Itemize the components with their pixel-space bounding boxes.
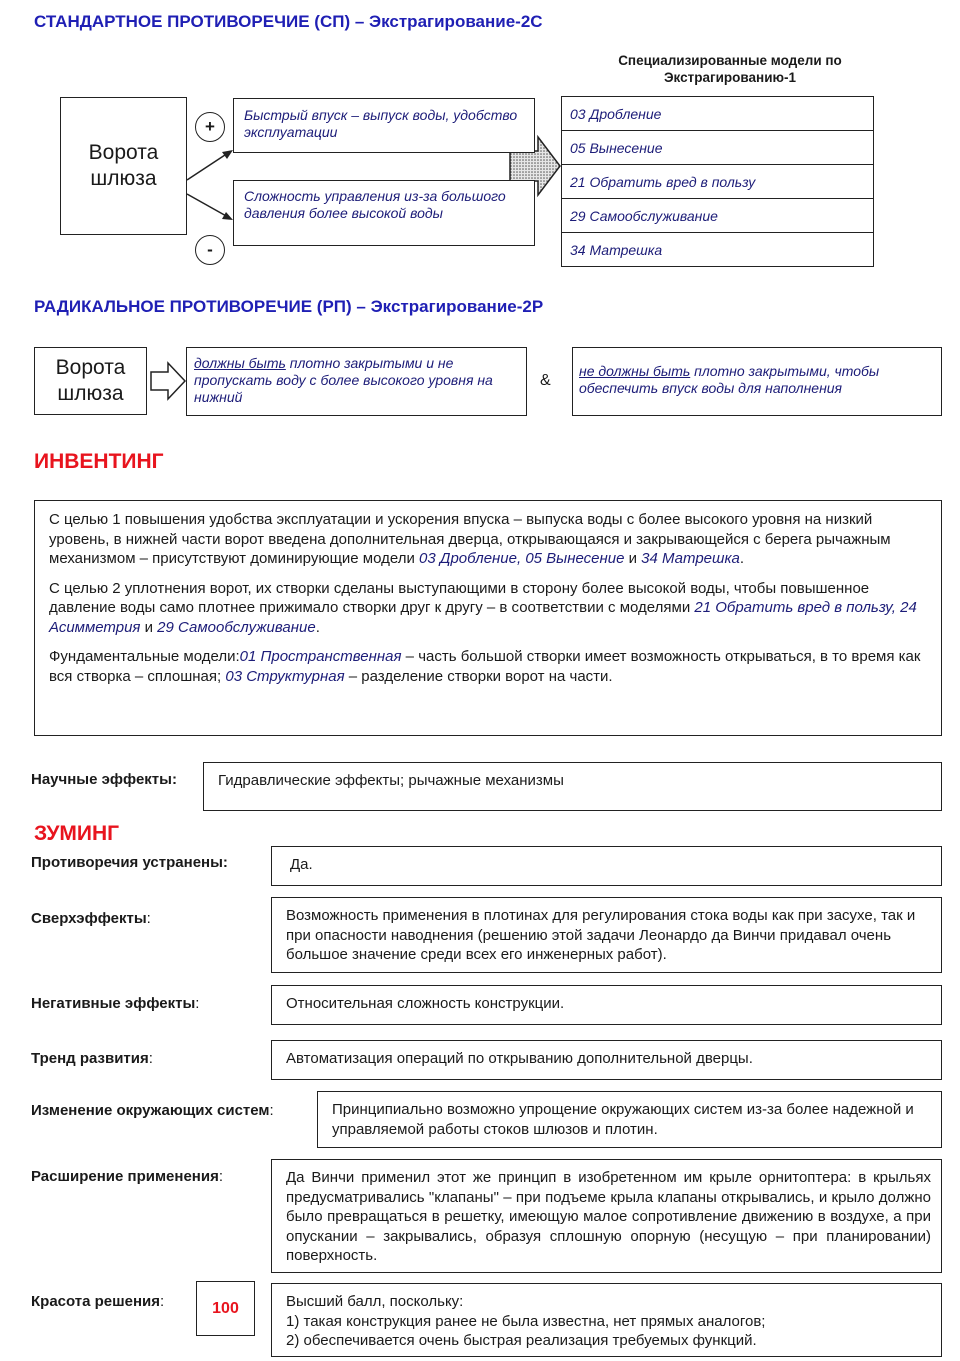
inventing-title: ИНВЕНТИНГ bbox=[34, 450, 164, 473]
rp-left-underlined: должны быть bbox=[194, 355, 286, 371]
model-item: 05 Вынесение bbox=[562, 131, 873, 165]
models-list bbox=[561, 96, 874, 267]
negative-box bbox=[271, 985, 942, 1025]
super-label-colon: : bbox=[146, 910, 151, 927]
ext-box bbox=[271, 1159, 942, 1273]
env-value: Принципиально возможно упрощение окружающих систем из-за более надежной и управляемой работы стоков шлюзов и плотин. bbox=[332, 1101, 914, 1138]
minus-arrowhead bbox=[222, 212, 233, 220]
rp-object-box bbox=[34, 347, 147, 415]
beauty-score-box bbox=[196, 1281, 255, 1336]
model-item: 03 Дробление bbox=[562, 97, 873, 131]
beauty-line-2: 1) такая конструкция ранее не была известна, нет прямых аналогов; bbox=[286, 1312, 766, 1330]
rp-arrow-icon bbox=[148, 360, 188, 402]
trend-label-colon: : bbox=[148, 1050, 153, 1067]
contradictions-box bbox=[271, 846, 942, 886]
inventing-paragraph-3: Фундаментальные модели:01 Пространственная – часть большой створки имеет возможность открываться, в то время как вся створка – сплошная; 03 Структурная – разделение створки ворот на части. bbox=[49, 648, 921, 685]
model-item: 34 Матрешка bbox=[570, 242, 663, 258]
rp-right-underlined: не должны быть bbox=[579, 363, 691, 379]
plus-arrowhead bbox=[222, 150, 233, 159]
super-value: Возможность применения в плотинах для регулирования стока воды как при засухе, так и при опасности наводнения (решению этой задачи Леонардо да Винчи придавал очень большое значение среди всех его инженерных работ). bbox=[286, 907, 916, 963]
contradictions-label: Противоречия устранены: bbox=[31, 854, 228, 871]
sp-minus-box bbox=[233, 180, 535, 246]
rp-left-text: плотно закрытыми и не пропускать воду с более высокого уровня на нижний bbox=[194, 355, 493, 405]
env-box bbox=[317, 1091, 942, 1148]
rp-left-box bbox=[186, 347, 527, 416]
ext-label-row bbox=[31, 1167, 223, 1187]
beauty-line-3: 2) обеспечивается очень быстрая реализация требуемых функций. bbox=[286, 1332, 757, 1349]
ext-label-colon: : bbox=[218, 1168, 224, 1185]
plus-arrow-line bbox=[187, 153, 228, 180]
env-label: Изменение окружающих систем bbox=[31, 1102, 270, 1119]
rp-right-box bbox=[572, 347, 942, 416]
rp-right-text: плотно закрытыми, чтобы обеспечить впуск воды для наполнения bbox=[579, 363, 880, 396]
beauty-line-1: Высший балл, поскольку: bbox=[286, 1293, 464, 1310]
sp-plus-box bbox=[233, 98, 535, 153]
zooming-title: ЗУМИНГ bbox=[34, 822, 120, 845]
beauty-box bbox=[271, 1283, 942, 1357]
ext-value: Да Винчи применил этот же принцип в изобретенном им крыле орнитоптера: в крыльях предусматривались "клапаны" – при подъеме крыла клапаны открывались, и крыло должно было превращаться в решетку, имеющую малое сопротивление движению в воздухе, а при опускании – закрывались, образуя сплошную опорную (несущую – при планировании) поверхность. bbox=[286, 1169, 931, 1264]
beauty-label-row bbox=[31, 1292, 164, 1312]
effects-label: Научные эффекты: bbox=[31, 771, 177, 788]
trend-label-row bbox=[31, 1049, 153, 1069]
super-label: Сверхэффекты bbox=[31, 910, 147, 927]
effects-value: Гидравлические эффекты; рычажные механизмы bbox=[218, 772, 564, 789]
negative-label-row bbox=[31, 994, 199, 1014]
model-item: 29 Самообслуживание bbox=[562, 199, 873, 233]
minus-arrow-line bbox=[187, 194, 228, 217]
sp-minus-text: Сложность управления из-за большого давления более высокой воды bbox=[244, 188, 506, 221]
inventing-paragraph-2: С целью 2 уплотнения ворот, их створки сделаны выступающими в сторону более высокой воды, чтобы повышенное давление воды само плотнее прижимало створки друг к другу – в соответствии с моделями 21 Обратить вред в пользу, 24 Асимметрия и 29 Самообслуживание. bbox=[49, 579, 917, 636]
beauty-label: Красота решения bbox=[31, 1293, 161, 1310]
rp-ampersand: & bbox=[540, 372, 551, 389]
effects-box bbox=[203, 762, 942, 811]
trend-box bbox=[271, 1040, 942, 1080]
env-label-colon: : bbox=[269, 1102, 274, 1119]
contradictions-value: Да. bbox=[290, 856, 313, 873]
negative-label: Негативные эффекты bbox=[31, 995, 196, 1012]
inventing-box bbox=[34, 500, 942, 736]
super-label-row bbox=[31, 909, 151, 929]
rp-object-label: Ворота шлюза bbox=[55, 356, 126, 405]
plus-sign: + bbox=[195, 112, 225, 142]
minus-sign: - bbox=[195, 235, 225, 265]
sp-object-label: Ворота шлюза bbox=[88, 141, 159, 190]
trend-label: Тренд развития bbox=[31, 1050, 149, 1067]
sp-plus-text: Быстрый впуск – выпуск воды, удобство эксплуатации bbox=[244, 107, 518, 140]
negative-value: Относительная сложность конструкции. bbox=[286, 995, 565, 1012]
beauty-label-colon: : bbox=[160, 1293, 165, 1310]
sp-title: СТАНДАРТНОЕ ПРОТИВОРЕЧИЕ (СП) – Экстрагирование-2С bbox=[34, 12, 543, 31]
rp-title: РАДИКАЛЬНОЕ ПРОТИВОРЕЧИЕ (РП) – Экстрагирование-2Р bbox=[34, 297, 544, 316]
trend-value: Автоматизация операций по открыванию дополнительной дверцы. bbox=[286, 1050, 753, 1067]
ext-label: Расширение применения bbox=[31, 1168, 219, 1185]
super-box bbox=[271, 897, 942, 973]
model-item: 21 Обратить вред в пользу bbox=[562, 165, 873, 199]
env-label-row bbox=[31, 1101, 274, 1121]
inventing-paragraph-1: С целью 1 повышения удобства эксплуатации и ускорения впуска – выпуска воды с более высокого уровня на низкий уровень, в нижней части ворот введена дополнительная дверца, открывающаяся и закрывающейся с берега рычажным механизмом – присутствуют доминирующие модели 03 Дробление, 05 Вынесение и 34 Матрешка. bbox=[49, 511, 891, 567]
negative-label-colon: : bbox=[195, 995, 200, 1012]
beauty-score: 100 bbox=[212, 1299, 239, 1317]
models-title: Специализированные модели по Экстрагированию-1 bbox=[618, 53, 842, 85]
